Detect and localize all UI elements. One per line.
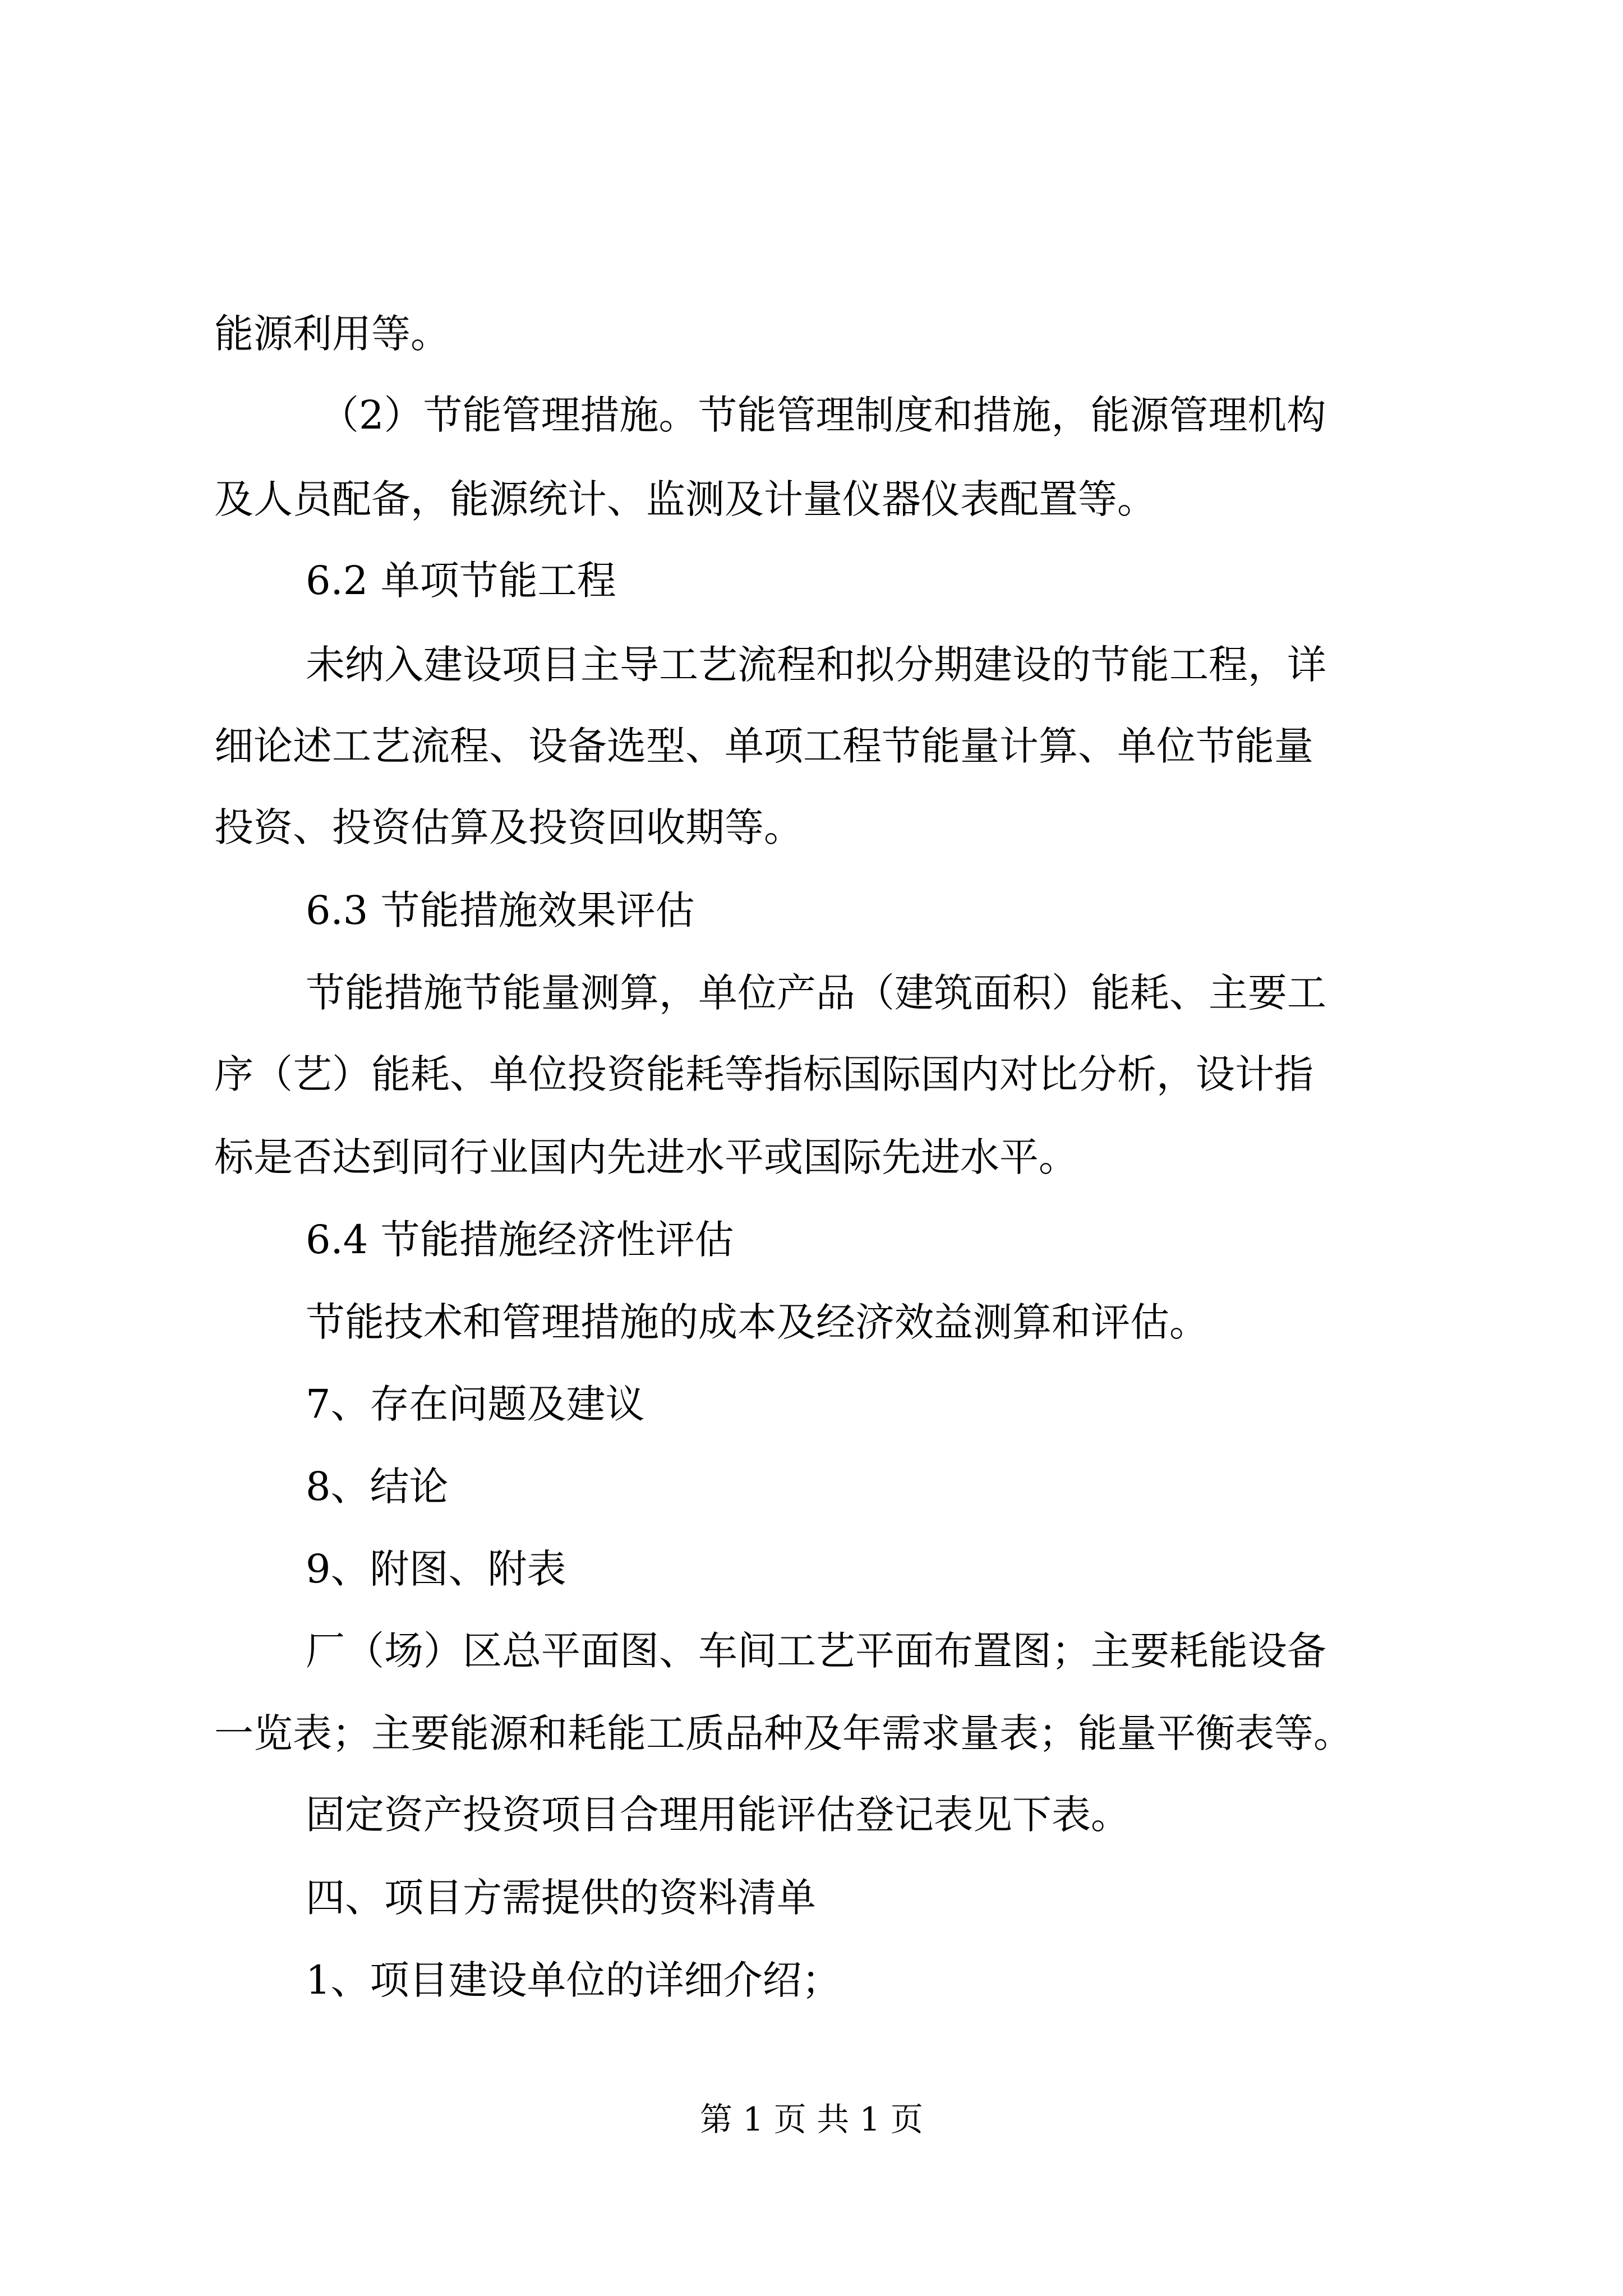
- text-line-content: 序（艺）能耗、单位投资能耗等指标国际国内对比分析，设计指: [214, 1051, 1313, 1097]
- section-heading: [0, 1527, 1623, 1611]
- text-line: [0, 1115, 1623, 1199]
- text-line: [0, 1609, 1623, 1693]
- text-line: [0, 1691, 1623, 1775]
- text-line-content: 投资、投资估算及投资回收期等。: [214, 804, 803, 850]
- text-line-content: 1、项目建设单位的详细介绍；: [306, 1957, 841, 2003]
- section-heading: [0, 1444, 1623, 1529]
- text-line: [0, 292, 1623, 376]
- text-line: [0, 1280, 1623, 1364]
- text-line-content: 能源利用等。: [214, 311, 450, 357]
- section-heading: [0, 868, 1623, 953]
- text-line-content: 节能技术和管理措施的成本及经济效益测算和评估。: [306, 1299, 1209, 1345]
- section-heading-text: 7、存在问题及建议: [306, 1381, 645, 1427]
- text-line-content: 厂（场）区总平面图、车间工艺平面布置图；主要耗能设备: [306, 1628, 1326, 1674]
- text-line-content: 固定资产投资项目合理用能评估登记表见下表。: [306, 1792, 1130, 1838]
- page-footer: 第 1 页 共 1 页: [700, 2100, 923, 2138]
- section-heading-text: 6.4 节能措施经济性评估: [306, 1217, 734, 1263]
- text-line: [0, 704, 1623, 788]
- text-line: [0, 1938, 1623, 2022]
- text-line: [0, 623, 1623, 707]
- text-line: [0, 457, 1623, 541]
- text-line-content: 标是否达到同行业国内先进水平或国际先进水平。: [214, 1134, 1078, 1180]
- section-heading-text: 四、项目方需提供的资料清单: [306, 1875, 816, 1921]
- text-line-content: （2）节能管理措施。节能管理制度和措施，能源管理机构: [320, 392, 1326, 438]
- section-heading: [0, 539, 1623, 623]
- section-heading-text: 6.2 单项节能工程: [306, 558, 616, 604]
- text-line: [0, 951, 1623, 1035]
- section-heading-text: 8、结论: [306, 1464, 449, 1510]
- section-heading-text: 6.3 节能措施效果评估: [306, 887, 695, 933]
- text-line: [0, 373, 1623, 457]
- text-line-content: 未纳入建设项目主导工艺流程和拟分期建设的节能工程，详: [306, 642, 1326, 688]
- text-line: [0, 1773, 1623, 1857]
- text-line: [0, 785, 1623, 869]
- section-heading-text: 9、附图、附表: [306, 1546, 566, 1592]
- section-heading: [0, 1856, 1623, 1940]
- section-heading: [0, 1362, 1623, 1446]
- text-line-content: 节能措施节能量测算，单位产品（建筑面积）能耗、主要工: [306, 970, 1326, 1016]
- text-line-content: 一览表；主要能源和耗能工质品种及年需求量表；能量平衡表等。: [214, 1710, 1353, 1756]
- section-heading: [0, 1198, 1623, 1282]
- text-line-content: 及人员配备，能源统计、监测及计量仪器仪表配置等。: [214, 476, 1156, 522]
- text-line-content: 细论述工艺流程、设备选型、单项工程节能量计算、单位节能量: [214, 723, 1313, 769]
- text-line: [0, 1032, 1623, 1116]
